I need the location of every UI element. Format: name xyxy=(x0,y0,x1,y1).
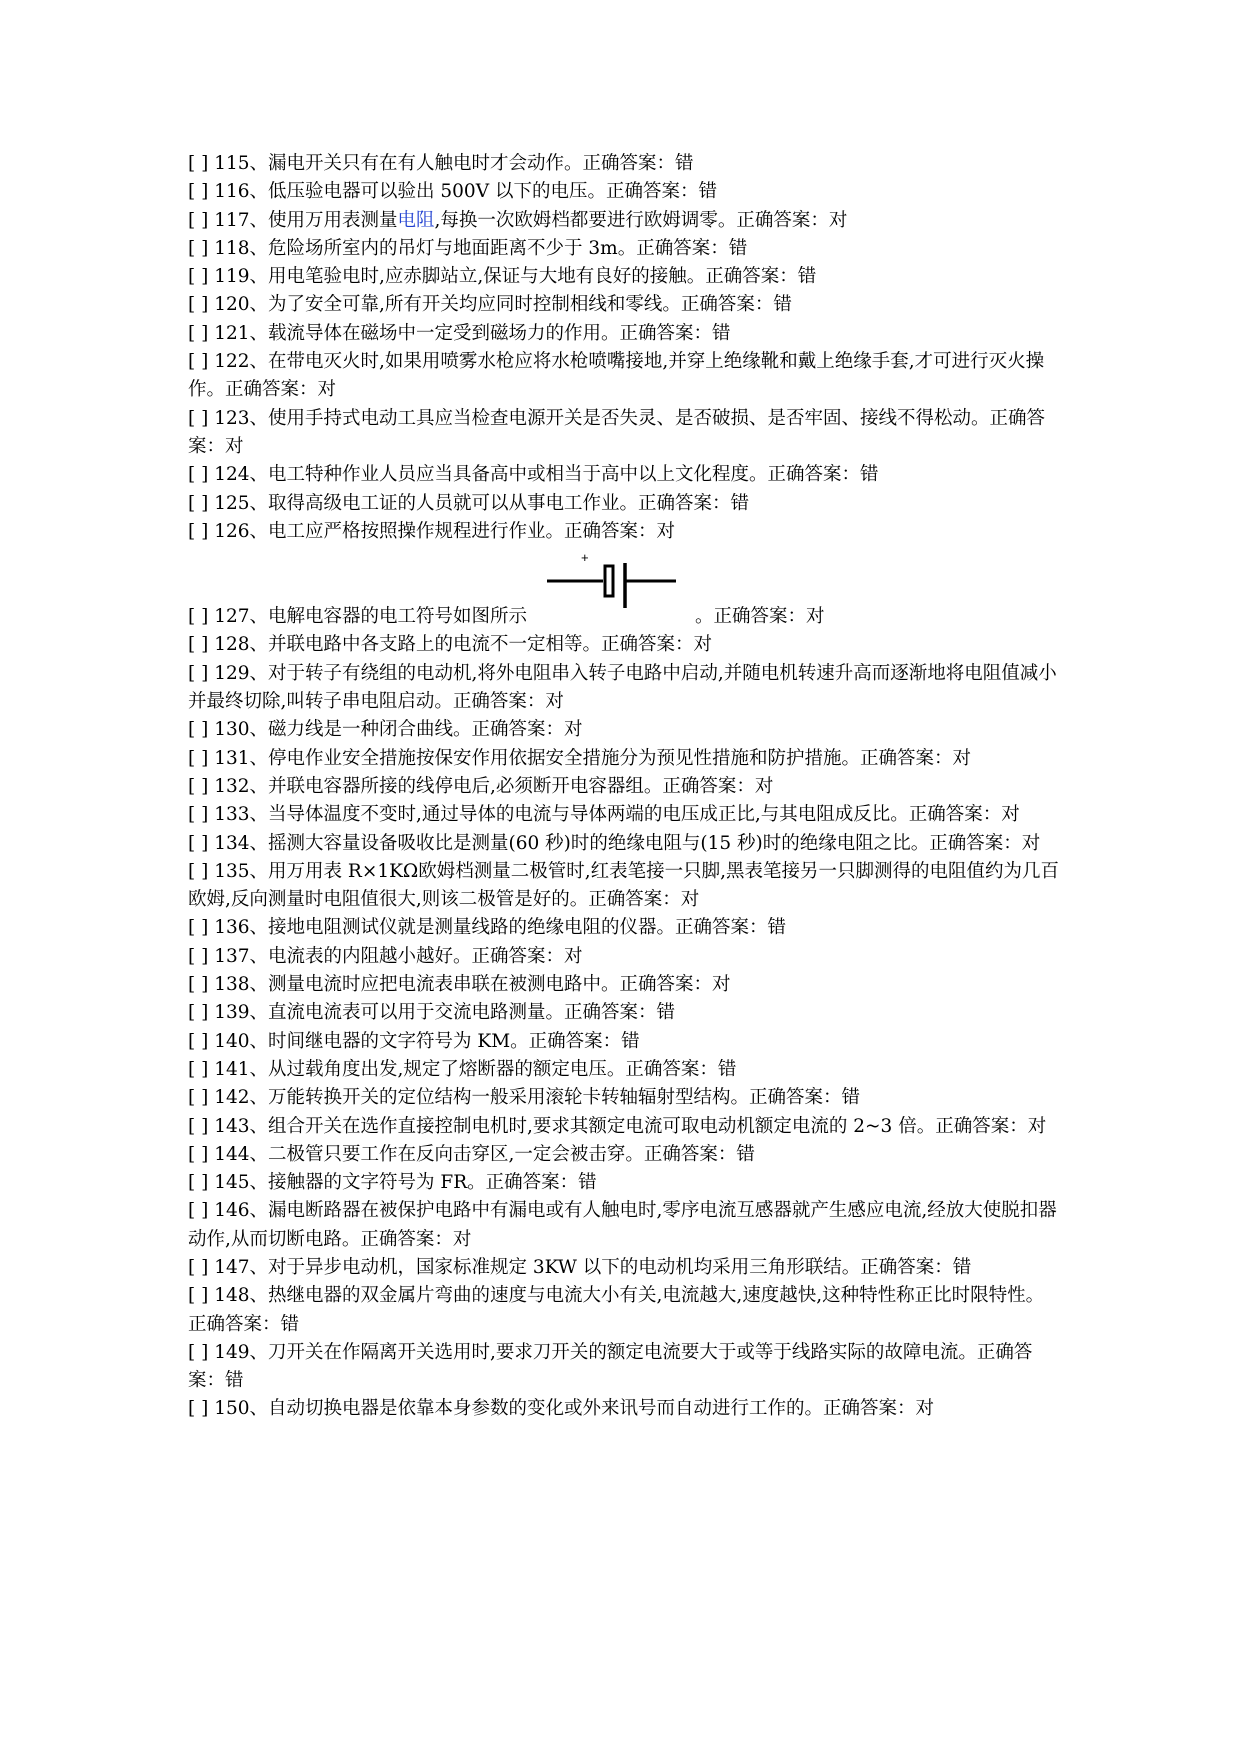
question-127-after: 。正确答案：对 xyxy=(695,606,825,628)
question-116: [ ] 116、低压验电器可以验出 500V 以下的电压。正确答案：错 xyxy=(188,181,717,203)
question-147: [ ] 147、对于异步电动机，国家标准规定 3KW 以下的电动机均采用三角形联结。正确答案：错 xyxy=(188,1256,972,1278)
question-148: [ ] 148、热继电器的双金属片弯曲的速度与电流大小有关,电流越大,速度越快,这种特性称正比时限特性。正确答案：错 xyxy=(188,1285,1045,1335)
question-130: [ ] 130、磁力线是一种闭合曲线。正确答案：对 xyxy=(188,719,583,741)
question-120: [ ] 120、为了安全可靠,所有开关均应同时控制相线和零线。正确答案：错 xyxy=(188,294,792,316)
question-134: [ ] 134、摇测大容量设备吸收比是测量(60 秒)时的绝缘电阻与(15 秒)时的绝缘电阻之比。正确答案：对 xyxy=(188,832,1041,854)
question-136: [ ] 136、接地电阻测试仪就是测量线路的绝缘电阻的仪器。正确答案：错 xyxy=(188,917,787,939)
question-127-before: [ ] 127、电解电容器的电工符号如图所示 xyxy=(188,606,528,628)
resistance-link[interactable]: 电阻 xyxy=(397,209,435,231)
question-144: [ ] 144、二极管只要工作在反向击穿区,一定会被击穿。正确答案：错 xyxy=(188,1143,755,1165)
question-150: [ ] 150、自动切换电器是依靠本身参数的变化或外来讯号而自动进行工作的。正确答案：对 xyxy=(188,1398,935,1420)
question-142: [ ] 142、万能转换开关的定位结构一般采用滚轮卡转轴辐射型结构。正确答案：错 xyxy=(188,1087,861,1109)
question-123: [ ] 123、使用手持式电动工具应当检查电源开关是否失灵、是否破损、是否牢固、接线不得松动。正确答案：对 xyxy=(188,407,1046,457)
question-118: [ ] 118、危险场所室内的吊灯与地面距离不少于 3m。正确答案：错 xyxy=(188,237,748,259)
question-129: [ ] 129、对于转子有绕组的电动机,将外电阻串入转子电路中启动,并随电机转速升高而逐渐地将电阻值减小并最终切除,叫转子串电阻启动。正确答案：对 xyxy=(188,662,1057,713)
question-137: [ ] 137、电流表的内阻越小越好。正确答案：对 xyxy=(188,945,583,967)
question-141: [ ] 141、从过载角度出发,规定了熔断器的额定电压。正确答案：错 xyxy=(188,1058,737,1080)
question-131: [ ] 131、停电作业安全措施按保安作用依据安全措施分为预见性措施和防护措施。正确答案：对 xyxy=(188,747,972,769)
question-119: [ ] 119、用电笔验电时,应赤脚站立,保证与大地有良好的接触。正确答案：错 xyxy=(188,266,817,288)
question-133: [ ] 133、当导体温度不变时,通过导体的电流与导体两端的电压成正比,与其电阻成反比。正确答案：对 xyxy=(188,804,1020,826)
question-149: [ ] 149、刀开关在作隔离开关选用时,要求刀开关的额定电流要大于或等于线路实际的故障电流。正确答案：错 xyxy=(188,1341,1033,1392)
question-122: [ ] 122、在带电灭火时,如果用喷雾水枪应将水枪喷嘴接地,并穿上绝缘靴和戴上绝缘手套,才可进行灭火操作。正确答案：对 xyxy=(188,351,1045,401)
question-126: [ ] 126、电工应严格按照操作规程进行作业。正确答案：对 xyxy=(188,520,676,542)
question-117-after: ,每换一次欧姆档都要进行欧姆调零。正确答案：对 xyxy=(434,209,848,231)
question-135: [ ] 135、用万用表 R×1KΩ欧姆档测量二极管时,红表笔接一只脚,黑表笔接另一只脚测得的电阻值约为几百欧姆,反向测量时电阻值很大,则该二极管是好的。正确答案：对 xyxy=(188,860,1060,911)
question-117 xyxy=(188,207,1061,235)
question-124: [ ] 124、电工特种作业人员应当具备高中或相当于高中以上文化程度。正确答案：错 xyxy=(188,464,879,486)
question-132: [ ] 132、并联电容器所接的线停电后,必须断开电容器组。正确答案：对 xyxy=(188,775,774,797)
capacitor-plus-label: + xyxy=(581,550,589,566)
question-115: [ ] 115、漏电开关只有在有人触电时才会动作。正确答案：错 xyxy=(188,153,694,174)
question-127 xyxy=(188,550,1061,631)
question-128: [ ] 128、并联电路中各支路上的电流不一定相等。正确答案：对 xyxy=(188,634,713,656)
question-125: [ ] 125、取得高级电工证的人员就可以从事电工作业。正确答案：错 xyxy=(188,492,750,514)
question-121: [ ] 121、载流导体在磁场中一定受到磁场力的作用。正确答案：错 xyxy=(188,322,731,344)
question-139: [ ] 139、直流电流表可以用于交流电路测量。正确答案：错 xyxy=(188,1002,676,1024)
electrolytic-capacitor-icon xyxy=(533,550,689,622)
question-138: [ ] 138、测量电流时应把电流表串联在被测电路中。正确答案：对 xyxy=(188,974,731,996)
question-143: [ ] 143、组合开关在选作直接控制电机时,要求其额定电流可取电动机额定电流的 2~3 倍。正确答案：对 xyxy=(188,1115,1047,1137)
question-145: [ ] 145、接触器的文字符号为 FR。正确答案：错 xyxy=(188,1172,597,1194)
question-146: [ ] 146、漏电断路器在被保护电路中有漏电或有人触电时,零序电流互感器就产生感应电流,经放大使脱扣器动作,从而切断电路。正确答案：对 xyxy=(188,1200,1057,1250)
question-117-before: [ ] 117、使用万用表测量 xyxy=(188,209,398,231)
question-140: [ ] 140、时间继电器的文字符号为 KM。正确答案：错 xyxy=(188,1030,640,1052)
